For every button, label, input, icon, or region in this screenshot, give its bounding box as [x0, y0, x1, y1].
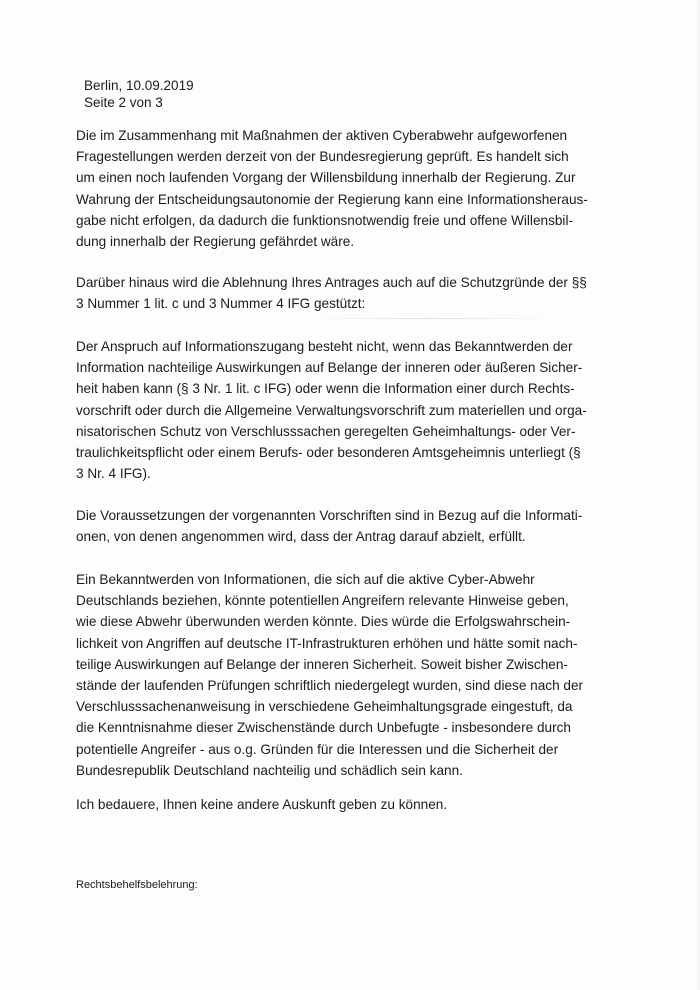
- scan-edge-shadow: [694, 0, 700, 990]
- place-date: Berlin, 10.09.2019: [84, 78, 194, 93]
- text-line: Der Anspruch auf Informationszugang besteht nicht, wenn das Bekanntwerden der: [76, 339, 573, 354]
- legal-remedy-heading: Rechtsbehelfsbelehrung:: [76, 879, 198, 891]
- text-line: wie diese Abwehr überwunden werden könnte. Dies würde die Erfolgswahrschein-: [76, 614, 571, 630]
- text-line: Deutschlands beziehen, könnte potentiellen Angreifern relevante Hinweise geben,: [76, 593, 569, 609]
- text-line: lichkeit von Angriffen auf deutsche IT-Infrastrukturen erhöhen und hätte somit nach-: [76, 635, 578, 651]
- paragraph-decision-autonomy: [76, 125, 616, 252]
- text-line: Die im Zusammenhang mit Maßnahmen der aktiven Cyberabwehr aufgeworfenen: [76, 128, 568, 143]
- paragraph-protection-grounds: [76, 272, 616, 314]
- text-line: 3 Nummer 1 lit. c und 3 Nummer 4 IFG gestützt:: [76, 296, 366, 312]
- text-line: Bundesrepublik Deutschland nachteilig und schädlich sein kann.: [76, 762, 463, 778]
- text-line: gabe nicht erfolgen, da dadurch die funktionsnotwendig freie und offene Willensbil-: [76, 212, 574, 228]
- text-line: dung innerhalb der Regierung gefährdet wäre.: [76, 234, 355, 250]
- paragraph-requirements: [76, 505, 616, 547]
- text-line: onen, von denen angenommen wird, dass der Antrag darauf abzielt, erfüllt.: [76, 529, 526, 545]
- text-line: Information nachteilige Auswirkungen auf Belange der inneren oder äußeren Sicher-: [76, 360, 583, 376]
- text-line: 3 Nr. 4 IFG).: [76, 466, 151, 482]
- text-line: Darüber hinaus wird die Ablehnung Ihres Antrages auch auf die Schutzgründe der §§: [76, 275, 587, 290]
- text-line: potentielle Angreifer - aus o.g. Gründen für die Interessen und die Sicherheit der: [76, 741, 559, 757]
- text-line: traulichkeitspflicht oder einem Berufs- oder besonderen Amtsgeheimnis unterliegt (§: [76, 445, 581, 461]
- text-line: heit haben kann (§ 3 Nr. 1 lit. c IFG) oder wenn die Information einer durch Rechts-: [76, 381, 575, 397]
- text-line: die Kenntnisnahme dieser Zwischenstände durch Unbefugte - insbesondere durch: [76, 720, 571, 736]
- paragraph-cyber-defense: [76, 569, 616, 781]
- text-line: stände der laufenden Prüfungen schriftlich niedergelegt wurden, sind diese nach der: [76, 678, 584, 694]
- scan-artifact-line: [300, 318, 560, 319]
- text-line: Ich bedauere, Ihnen keine andere Auskunft geben zu können.: [76, 797, 448, 812]
- paragraph-closing: [76, 794, 616, 815]
- letter-header: [84, 77, 194, 111]
- text-line: Verschlusssachenanweisung in verschiedene Geheimhaltungsgrade eingestuft, da: [76, 699, 573, 715]
- text-line: vorschrift oder durch die Allgemeine Verwaltungsvorschrift zum materiellen und orga-: [76, 402, 587, 418]
- text-line: um einen noch laufenden Vorgang der Willensbildung innerhalb der Regierung. Zur: [76, 170, 576, 186]
- text-line: Fragestellungen werden derzeit von der Bundesregierung geprüft. Es handelt sich: [76, 149, 569, 165]
- text-line: teilige Auswirkungen auf Belange der inneren Sicherheit. Soweit bisher Zwischen-: [76, 656, 568, 672]
- text-line: nisatorischen Schutz von Verschlusssachen geregelten Geheimhaltungs- oder Ver-: [76, 423, 576, 439]
- page-number: Seite 2 von 3: [84, 95, 163, 110]
- paragraph-legal-basis: [76, 336, 616, 484]
- text-line: Wahrung der Entscheidungsautonomie der Regierung kann eine Informationsheraus-: [76, 191, 588, 207]
- text-line: Ein Bekanntwerden von Informationen, die sich auf die aktive Cyber-Abwehr: [76, 572, 535, 587]
- text-line: Die Voraussetzungen der vorgenannten Vorschriften sind in Bezug auf die Informati-: [76, 508, 583, 523]
